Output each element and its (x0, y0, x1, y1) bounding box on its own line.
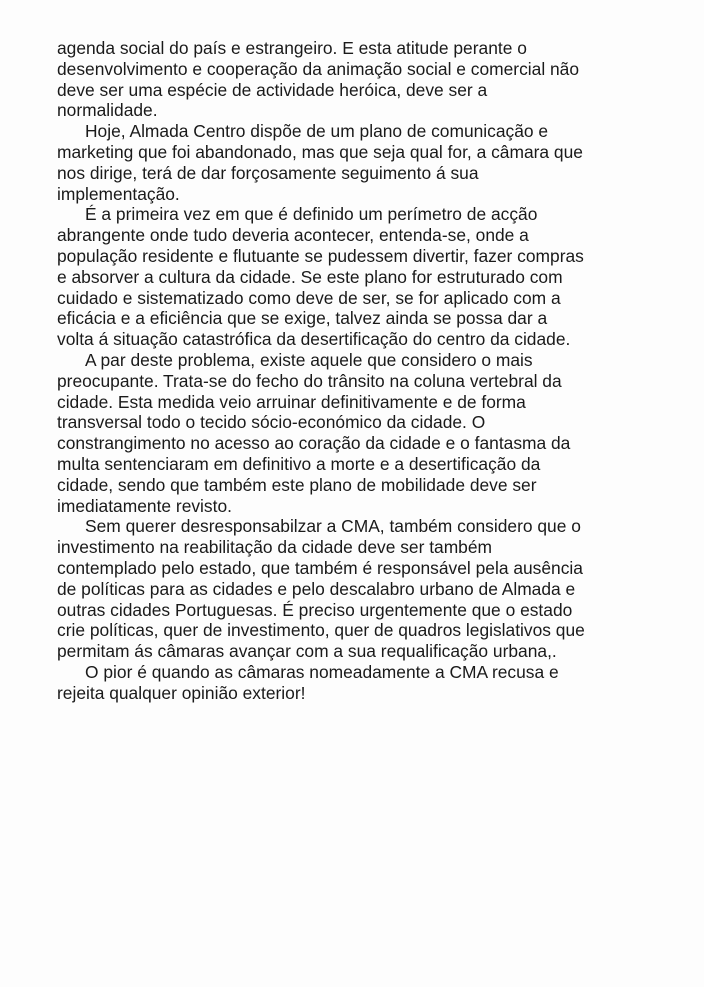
text-line: implementação. (57, 183, 180, 204)
text-line: permitam ás câmaras avançar com a sua requalificação urbana,. (57, 641, 557, 662)
text-line: imediatamente revisto. (57, 495, 232, 516)
text-line: transversal todo o tecido sócio-económico da cidade. O (57, 412, 486, 433)
text-line: investimento na reabilitação da cidade deve ser também (57, 537, 493, 558)
text-line: abrangente onde tudo deveria acontecer, entenda-se, onde a (57, 225, 529, 246)
text-line: população residente e flutuante se pudessem divertir, fazer compras (57, 245, 584, 266)
text-line: constrangimento no acesso ao coração da cidade e o fantasma da (57, 433, 571, 454)
text-line: marketing que foi abandonado, mas que seja qual for, a câmara que (57, 141, 583, 162)
text-line: A par deste problema, existe aquele que considero o mais (85, 349, 533, 370)
text-line: volta á situação catastrófica da desertificação do centro da cidade. (57, 329, 571, 350)
text-line: Sem querer desresponsabilzar a CMA, também considero que o (85, 516, 581, 537)
text-line: cuidado e sistematizado como deve de ser, se for aplicado com a (57, 287, 561, 308)
text-line: outras cidades Portuguesas. É preciso urgentemente que o estado (57, 599, 573, 620)
text-line: normalidade. (57, 100, 158, 121)
text-line: rejeita qualquer opinião exterior! (57, 682, 306, 703)
text-line: cidade, sendo que também este plano de mobilidade deve ser (57, 474, 537, 495)
text-line: de políticas para as cidades e pelo descalabro urbano de Almada e (57, 578, 576, 599)
text-line: e absorver a cultura da cidade. Se este plano for estruturado com (57, 266, 563, 287)
text-line: Hoje, Almada Centro dispõe de um plano de comunicação e (85, 121, 549, 142)
text-line: contemplado pelo estado, que também é responsável pela ausência (57, 557, 583, 578)
text-line: nos dirige, terá de dar forçosamente seguimento á sua (57, 162, 479, 183)
text-line: preocupante. Trata-se do fecho do trânsito na coluna vertebral da (57, 370, 562, 391)
text-line: crie políticas, quer de investimento, quer de quadros legislativos que (57, 620, 585, 641)
text-line: cidade. Esta medida veio arruinar definitivamente e de forma (57, 391, 526, 412)
text-line: O pior é quando as câmaras nomeadamente a CMA recusa e (85, 661, 559, 682)
text-line: É a primeira vez em que é definido um perímetro de acção (85, 204, 538, 225)
text-line: agenda social do país e estrangeiro. E esta atitude perante o (57, 38, 527, 58)
text-line: desenvolvimento e cooperação da animação social e comercial não (57, 58, 580, 79)
document-body (57, 38, 657, 704)
text-line: deve ser uma espécie de actividade heróica, deve ser a (57, 79, 488, 100)
text-line: eficácia e a eficiência que se exige, talvez ainda se possa dar a (57, 308, 548, 329)
text-line: multa sentenciaram em definitivo a morte e a desertificação da (57, 453, 541, 474)
